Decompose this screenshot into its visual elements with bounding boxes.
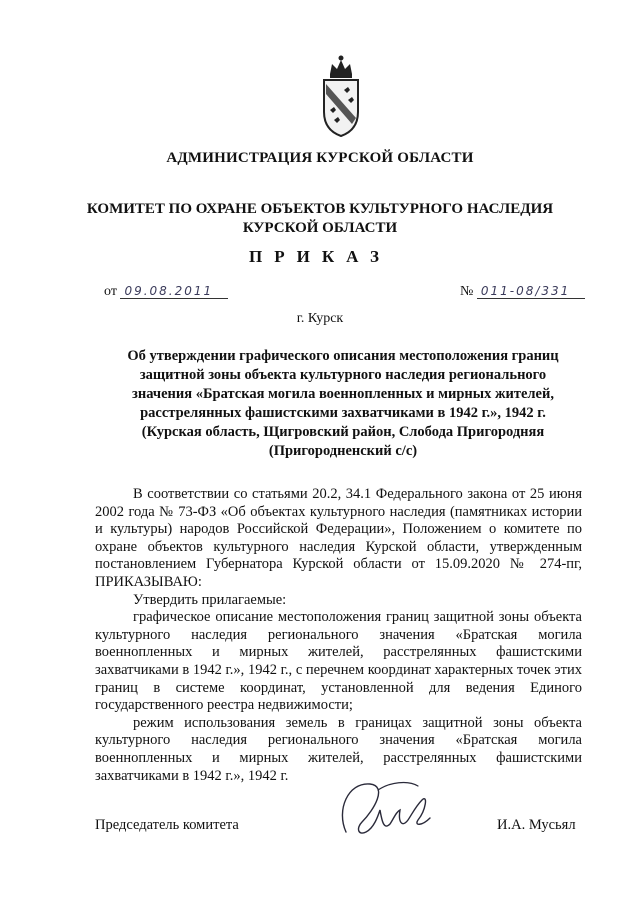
subject-line: защитной зоны объекта культурного наследия регионального [139,367,547,383]
order-body [95,486,582,785]
committee-title [80,200,560,238]
subject-line: (Курская область, Щигровский район, Слобода Пригородняя [141,424,545,440]
coat-of-arms-icon [318,52,364,140]
subject-line: значения «Братская могила военнопленных и мирных жителей, [132,386,554,402]
number-value: 011-08/331 [477,284,585,299]
body-paragraph: графическое описание местоположения границ защитной зоны объекта культурного наследия регионального значения «Братская могила военнопленных и мирных жителей, расстрелянных фашистскими захватчиками в 1942 г.», 1942 г., с перечнем координат характерных точек этих границ в системе координат, установленной для ведения Единого государственного реестра недвижимости; [95,609,582,714]
subject-line: (Пригородненский с/с) [268,443,418,459]
document-type-title: ПРИКАЗ [249,247,391,266]
admin-title: АДМИНИСТРАЦИЯ КУРСКОЙ ОБЛАСТИ [166,150,474,166]
body-paragraph: режим использования земель в границах защитной зоны объекта культурного наследия регионального значения «Братская могила военнопленных и мирных жителей, расстрелянных фашистскими захватчиками в 1942 г.», 1942 г. [95,714,582,784]
handwritten-signature-icon [318,770,458,850]
number-line [460,284,585,300]
committee-line: КУРСКОЙ ОБЛАСТИ [242,220,398,236]
date-value: 09.08.2011 [120,284,228,299]
signatory-title: Председатель комитета [95,817,239,833]
city: г. Курск [296,311,344,326]
signatory-name: И.А. Мусьял [497,817,576,833]
date-line [104,284,228,300]
date-prefix: от [104,284,117,299]
subject-line: расстрелянных фашистскими захватчиками в 1942 г.», 1942 г. [140,405,546,421]
body-paragraph: В соответствии со статьями 20.2, 34.1 Федерального закона от 25 июня 2002 года № 73-ФЗ «Об объектах культурного наследия (памятниках истории и культуры) народов Российской Федерации», Положением о комитете по охране объектов культурного наследия Курской области, утвержденным постановлением Губернатора Курской области от 15.09.2020 № 274-пг, ПРИКАЗЫВАЮ: [95,486,582,590]
number-prefix: № [460,284,474,299]
body-paragraph: Утвердить прилагаемые: [133,591,287,608]
committee-line: КОМИТЕТ ПО ОХРАНЕ ОБЪЕКТОВ КУЛЬТУРНОГО НАСЛЕДИЯ [86,201,554,217]
subject-line: Об утверждении графического описания местоположения границ [127,348,559,364]
subject-heading [106,347,580,461]
